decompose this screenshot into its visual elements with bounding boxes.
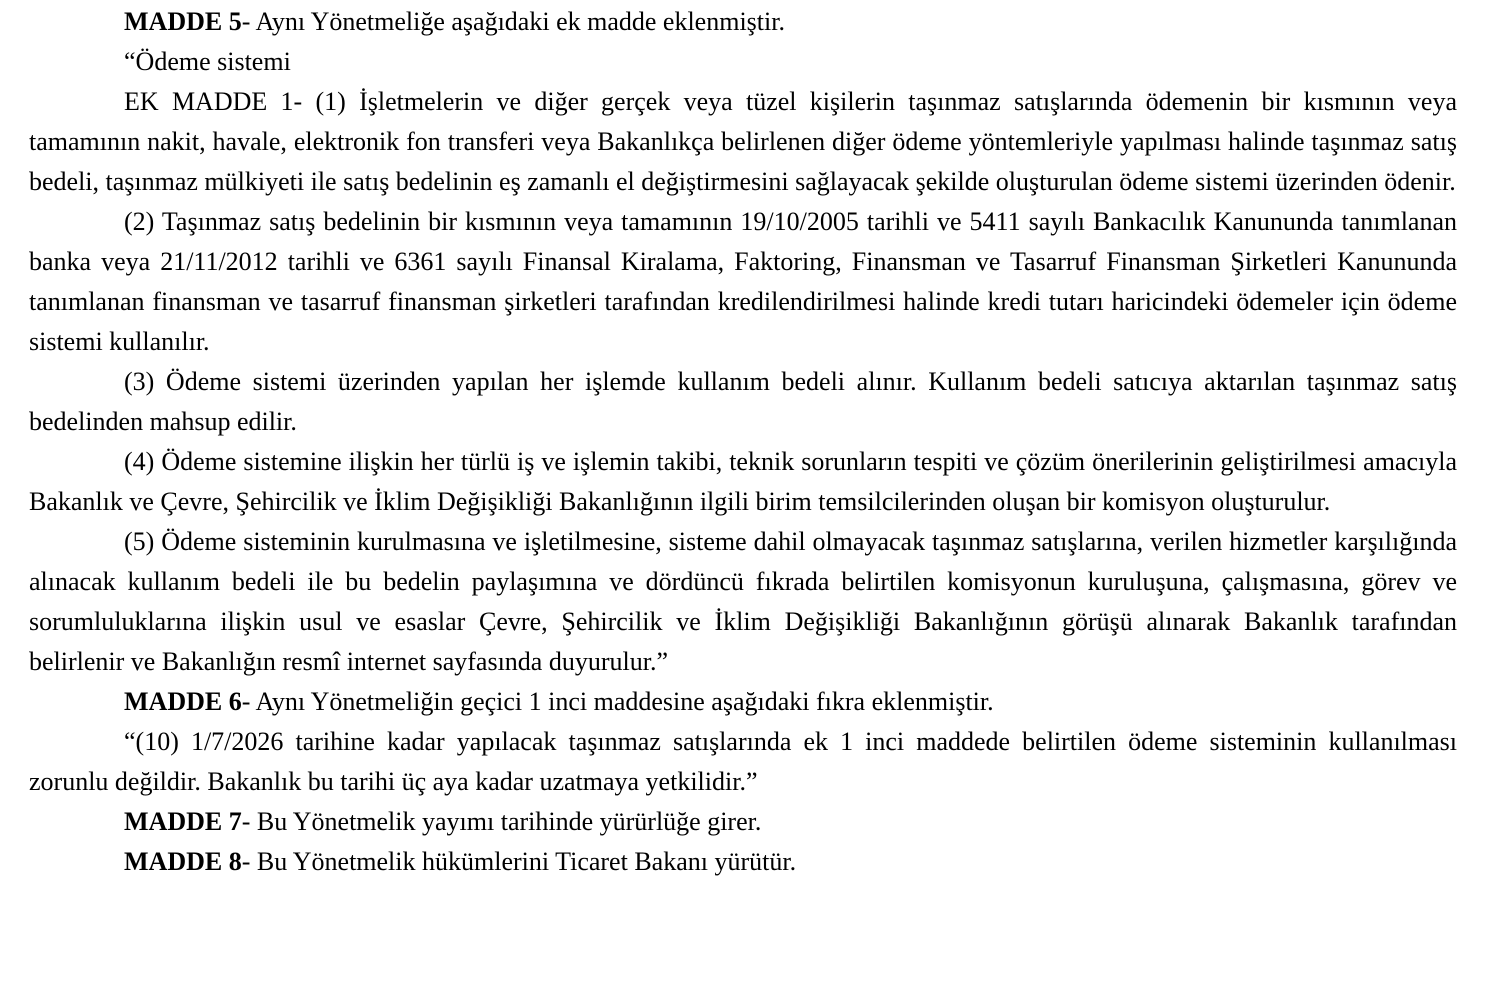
ek-madde-1-paragraph-3: (3) Ödeme sistemi üzerinden yapılan her işlemde kullanım bedeli alınır. Kullanım bedeli satıcıya aktarılan taşınmaz satış bedelinden mahsup edilir. (29, 367, 1457, 436)
ek-madde-1-paragraph-2: (2) Taşınmaz satış bedelinin bir kısmının veya tamamının 19/10/2005 tarihli ve 5411 sayılı Bankacılık Kanununda tanımlanan banka veya 21/11/2012 tarihli ve 6361 sayılı Finansal Kiralama, Faktoring, Finansman ve Tasarruf Finansman Şirketleri Kanununda tanımlanan finansman ve tasarruf finansman şirketleri tarafından kredilendirilmesi halinde kredi tutarı haricindeki ödemeler için ödeme sistemi kullanılır. (29, 207, 1457, 356)
madde-5-text: - Aynı Yönetmeliğe aşağıdaki ek madde eklenmiştir. (241, 7, 785, 36)
ek-madde-1-paragraph-5: (5) Ödeme sisteminin kurulmasına ve işletilmesine, sisteme dahil olmayacak taşınmaz satışlarına, verilen hizmetler karşılığında alınacak kullanım bedeli ile bu bedelin paylaşımına ve dördüncü fıkrada belirtilen komisyonun kuruluşuna, çalışmasına, görev ve sorumluluklarına ilişkin usul ve esaslar Çevre, Şehircilik ve İklim Değişikliği Bakanlığının görüşü alınarak Bakanlık tarafından belirlenir ve Bakanlığın resmî internet sayfasında duyurulur.” (29, 527, 1457, 676)
regulation-document (29, 2, 1457, 882)
madde-5-heading: MADDE 5 (124, 7, 242, 36)
ek-madde-1-paragraph-4: (4) Ödeme sistemine ilişkin her türlü iş ve işlemin takibi, teknik sorunların tespiti ve çözüm önerilerinin geliştirilmesi amacıyla Bakanlık ve Çevre, Şehircilik ve İklim Değişikliği Bakanlığının ilgili birim temsilcilerinden oluşan bir komisyon oluşturulur. (29, 447, 1457, 516)
madde-6-text: - Aynı Yönetmeliğin geçici 1 inci maddesine aşağıdaki fıkra eklenmiştir. (241, 687, 994, 716)
madde-6-heading: MADDE 6 (124, 687, 242, 716)
ek-madde-title: “Ödeme sistemi (124, 47, 291, 76)
madde-8-paragraph (29, 842, 1457, 882)
madde-6-paragraph (29, 682, 1457, 722)
madde-7-heading: MADDE 7 (124, 807, 242, 836)
madde-6-quote: “(10) 1/7/2026 tarihine kadar yapılacak taşınmaz satışlarında ek 1 inci maddede belirtilen ödeme sisteminin kullanılması zorunlu değildir. Bakanlık bu tarihi üç aya kadar uzatmaya yetkilidir.” (29, 727, 1457, 796)
madde-8-text: - Bu Yönetmelik hükümlerini Ticaret Bakanı yürütür. (241, 847, 797, 876)
ek-madde-1-paragraph-1: EK MADDE 1- (1) İşletmelerin ve diğer gerçek veya tüzel kişilerin taşınmaz satışlarında ödemenin bir kısmının veya tamamının nakit, havale, elektronik fon transferi veya Bakanlıkça belirlenen diğer ödeme yöntemleriyle yapılması halinde taşınmaz satış bedeli, taşınmaz mülkiyeti ile satış bedelinin eş zamanlı el değiştirmesini sağlayacak şekilde oluşturulan ödeme sistemi üzerinden ödenir. (29, 87, 1457, 196)
madde-5-paragraph (29, 2, 1457, 42)
madde-8-heading: MADDE 8 (124, 847, 242, 876)
madde-7-text: - Bu Yönetmelik yayımı tarihinde yürürlüğe girer. (241, 807, 762, 836)
madde-7-paragraph (29, 802, 1457, 842)
